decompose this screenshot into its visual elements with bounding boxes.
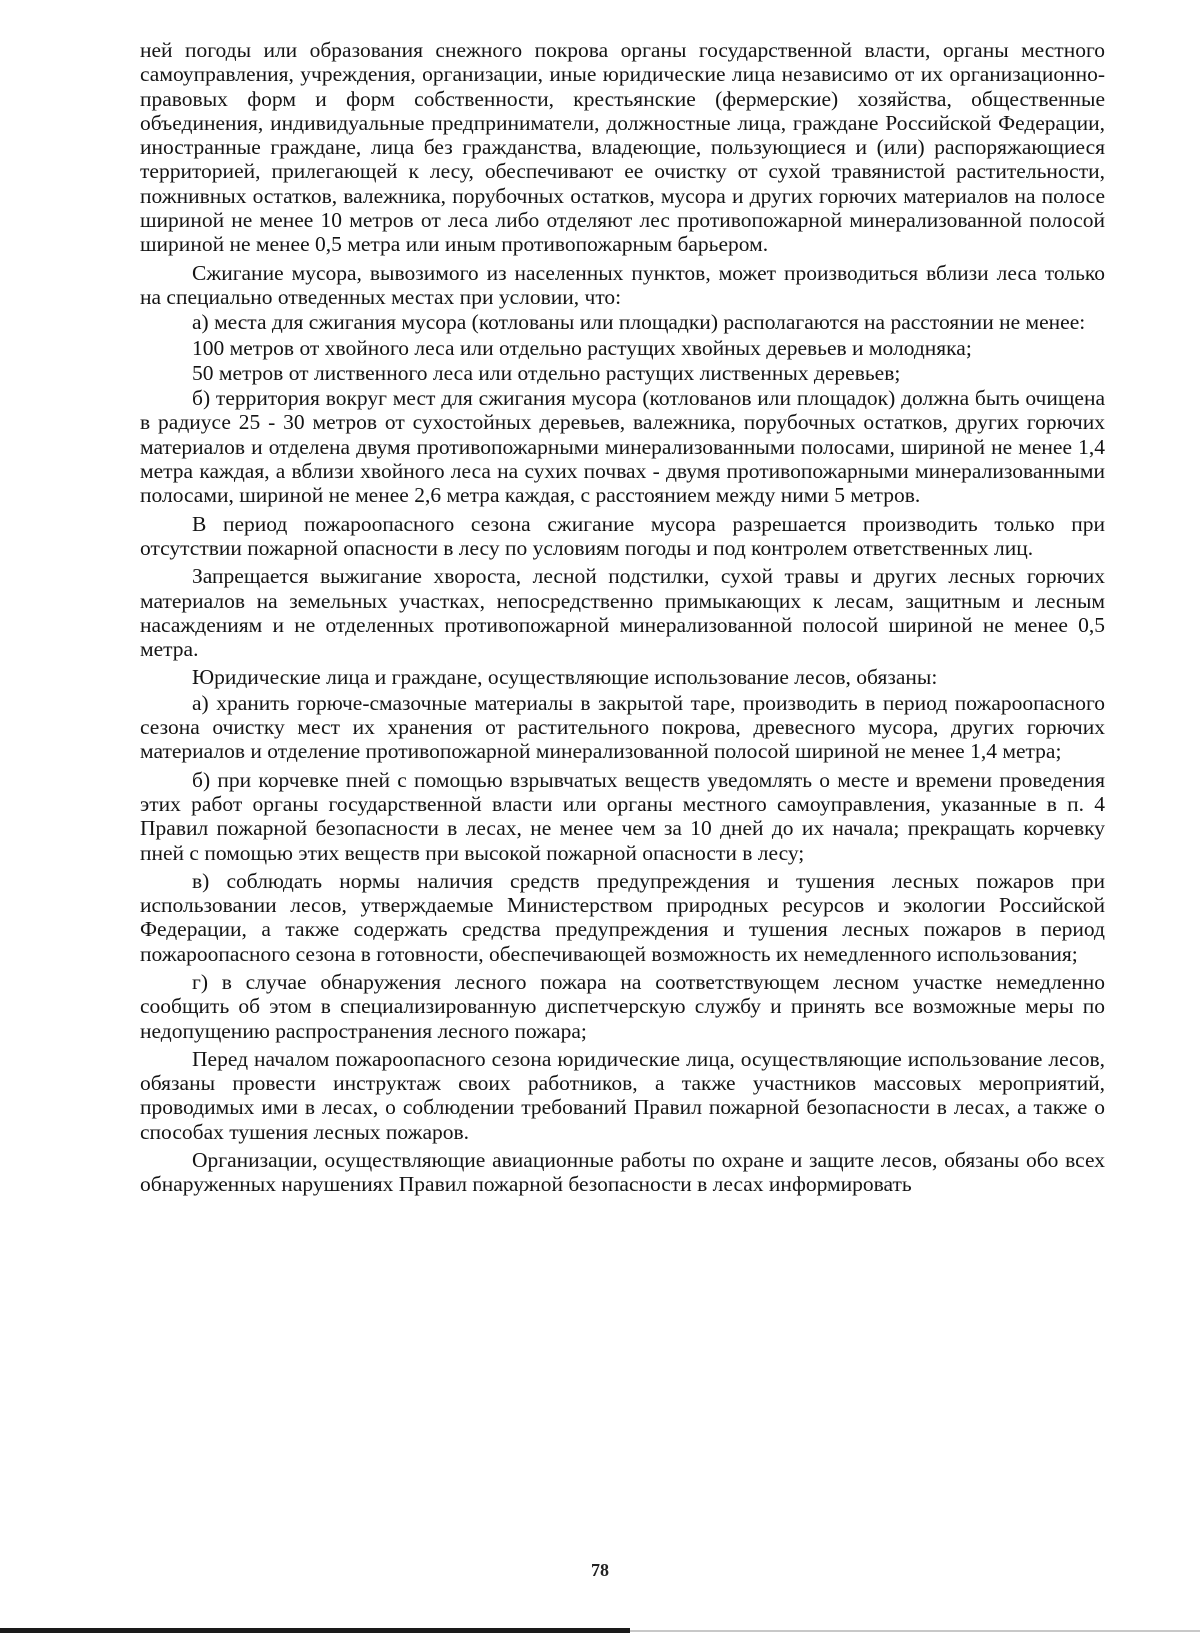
paragraph-fire-season: В период пожароопасного сезона сжигание мусора разрешается производить только при отсутствии пожарной опасности в лесу по условиям погоды и под контролем ответственных лиц. <box>140 511 1105 560</box>
paragraph-item-a-distance: а) места для сжигания мусора (котлованы или площадки) располагаются на расстоянии не менее: <box>192 310 1086 335</box>
paragraph-item-b-territory: б) территория вокруг мест для сжигания мусора (котлованов или площадок) должна быть очищена в радиусе 25 - 30 метров от сухостойных деревьев, валежника, порубочных остатков, других горючих материалов и отделена двумя противопожарными минерализованными полосами, шириной не менее 1,4 метра каждая, а вблизи хвойного леса на сухих почвах - двумя противопожарными минерализованными полосами, шириной не менее 2,6 метра каждая, с расстоянием между ними 5 метров. <box>140 386 1105 508</box>
paragraph-prohibition: Запрещается выжигание хвороста, лесной подстилки, сухой травы и других лесных горючих материалов на земельных участках, непосредственно примыкающих к лесам, защитным и лесным насаждениям и не отделенных противопожарной минерализованной полосой шириной не менее 0,5 метра. <box>140 564 1105 662</box>
document-body <box>140 38 1105 1201</box>
paragraph-conifer-distance: 100 метров от хвойного леса или отдельно растущих хвойных деревьев и молодняка; <box>192 335 972 360</box>
paragraph-obligation-g: г) в случае обнаружения лесного пожара на соответствующем лесном участке немедленно сообщить об этом в специализированную диспетчерскую службу и принять все возможные меры по недопущению распространения лесного пожара; <box>140 969 1105 1043</box>
paragraph-obligation-b: б) при корчевке пней с помощью взрывчатых веществ уведомлять о месте и времени проведения этих работ органы государственной власти или органы местного самоуправления, указанные в п. 4 Правил пожарной безопасности в лесах, не менее чем за 10 дней до их начала; прекращать корчевку пней с помощью этих веществ при высокой пожарной опасности в лесу; <box>140 767 1105 865</box>
paragraph-continuation: ней погоды или образования снежного покрова органы государственной власти, органы местного самоуправления, учреждения, организации, иные юридические лица независимо от их организационно-правовых форм и форм собственности, крестьянские (фермерские) хозяйства, общественные объединения, индивидуальные предприниматели, должностные лица, граждане Российской Федерации, иностранные граждане, лица без гражданства, владеющие, пользующиеся и (или) распоряжающиеся территорией, прилегающей к лесу, обеспечивают ее очистку от сухой травянистой растительности, пожнивных остатков, валежника, порубочных остатков, мусора и других горючих материалов на полосе шириной не менее 10 метров от леса либо отделяют лес противопожарной минерализованной полосой шириной не менее 0,5 метра или иным противопожарным барьером. <box>140 38 1105 257</box>
paragraph-deciduous-distance: 50 метров от лиственного леса или отдельно растущих лиственных деревьев; <box>192 360 901 385</box>
page-number: 78 <box>591 1560 609 1580</box>
paragraph-aviation: Организации, осуществляющие авиационные работы по охране и защите лесов, обязаны обо всех обнаруженных нарушениях Правил пожарной безопасности в лесах информировать <box>140 1148 1105 1197</box>
scan-edge-line-faint <box>630 1630 1200 1632</box>
paragraph-obligations-intro: Юридические лица и граждане, осуществляющие использование лесов, обязаны: <box>192 665 938 690</box>
paragraph-obligation-v: в) соблюдать нормы наличия средств предупреждения и тушения лесных пожаров при использовании лесов, утверждаемые Министерством природных ресурсов и экологии Российской Федерации, а также содержать средства предупреждения и тушения лесных пожаров в период пожароопасного сезона в готовности, обеспечивающей возможность их немедленного использования; <box>140 868 1105 966</box>
paragraph-obligation-a: а) хранить горюче-смазочные материалы в закрытой таре, производить в период пожароопасного сезона очистку мест их хранения от растительного покрова, древесного мусора, других горючих материалов и отделение противопожарной минерализованной полосой шириной не менее 1,4 метра; <box>140 690 1105 764</box>
paragraph-briefing: Перед началом пожароопасного сезона юридические лица, осуществляющие использование лесов, обязаны провести инструктаж своих работников, а также участников массовых мероприятий, проводимых ими в лесах, о соблюдении требований Правил пожарной безопасности в лесах, а также о способах тушения лесных пожаров. <box>140 1046 1105 1144</box>
scan-edge-line <box>0 1628 630 1633</box>
paragraph-burning-rubbish: Сжигание мусора, вывозимого из населенных пунктов, может производиться вблизи леса только на специально отведенных местах при условии, что: <box>140 260 1105 309</box>
